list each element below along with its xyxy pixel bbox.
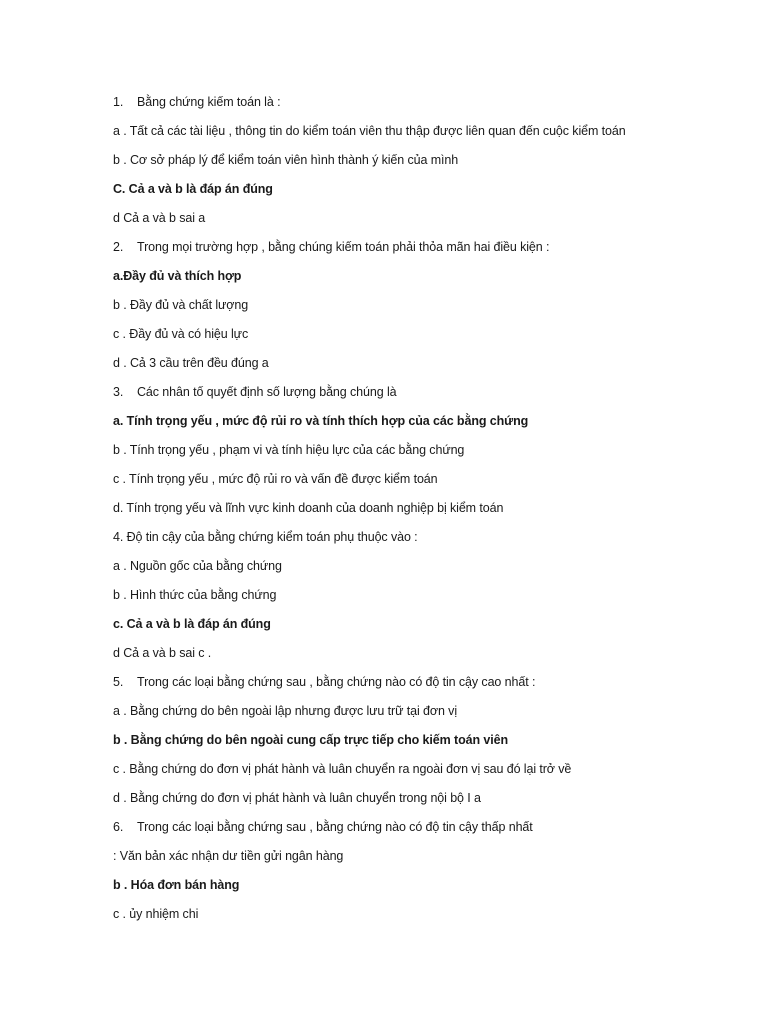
question-number: 5. (113, 675, 124, 689)
answer-3d: d. Tính trọng yếu và lĩnh vực kinh doanh của doanh nghiệp bị kiểm toán (113, 501, 504, 515)
answer-2c: c . Đầy đủ và có hiệu lực (113, 327, 249, 341)
question-text: Bằng chứng kiếm toán là : (137, 95, 281, 109)
answer-6b-correct: b . Hóa đơn bán hàng (113, 878, 240, 892)
answer-3c: c . Tính trọng yếu , mức độ rủi ro và vấn đề được kiểm toán (113, 472, 438, 486)
question-2 (113, 239, 549, 255)
question-number: 6. (113, 820, 124, 834)
answer-1a: a . Tất cả các tài liệu , thông tin do kiểm toán viên thu thập được liên quan đến cuộc kiểm toán (113, 124, 626, 138)
question-text: Các nhân tố quyết định số lượng bằng chúng là (137, 385, 397, 399)
answer-4d: d Cả a và b sai c . (113, 646, 212, 660)
question-text: Trong các loại bằng chứng sau , bằng chứng nào có độ tin cậy cao nhất : (137, 675, 536, 689)
answer-5d: d . Bằng chứng do đơn vị phát hành và luân chuyển trong nội bộ I a (113, 791, 481, 805)
question-text: Trong các loại bằng chứng sau , bằng chứng nào có độ tin cậy thấp nhất (137, 820, 533, 834)
answer-4c-correct: c. Cả a và b là đáp án đúng (113, 617, 271, 631)
answer-2a-correct: a.Đầy đủ và thích hợp (113, 269, 242, 283)
question-number: 3. (113, 385, 124, 399)
answer-2b: b . Đầy đủ và chất lượng (113, 298, 249, 312)
question-text: Trong mọi trường hợp , bằng chúng kiếm toán phải thỏa mãn hai điều kiện : (137, 240, 550, 254)
answer-5a: a . Bằng chứng do bên ngoài lập nhưng được lưu trữ tại đơn vị (113, 704, 458, 718)
question-5 (113, 674, 535, 690)
question-4: 4. Độ tin cậy của bằng chứng kiểm toán phụ thuộc vào : (113, 530, 418, 544)
answer-1c-correct: C. Cả a và b là đáp án đúng (113, 182, 273, 196)
answer-4a: a . Nguồn gốc của bằng chứng (113, 559, 282, 573)
question-6 (113, 819, 533, 835)
question-1 (113, 94, 280, 110)
answer-4b: b . Hình thức của bằng chứng (113, 588, 277, 602)
answer-1b: b . Cơ sở pháp lý để kiểm toán viên hình thành ý kiến của mình (113, 153, 459, 167)
answer-3b: b . Tính trọng yếu , phạm vi và tính hiệu lực của các bằng chứng (113, 443, 465, 457)
answer-5b-correct: b . Bằng chứng do bên ngoài cung cấp trực tiếp cho kiếm toán viên (113, 733, 508, 747)
question-number: 2. (113, 240, 124, 254)
answer-1d: d Cả a và b sai a (113, 211, 206, 225)
question-3 (113, 384, 396, 400)
question-number: 1. (113, 95, 124, 109)
answer-3a-correct: a. Tính trọng yếu , mức độ rủi ro và tính thích hợp của các bằng chứng (113, 414, 529, 428)
answer-2d: d . Cả 3 cầu trên đều đúng a (113, 356, 269, 370)
answer-6a: : Văn bản xác nhận dư tiền gửi ngân hàng (113, 849, 344, 863)
answer-5c: c . Bằng chứng do đơn vị phát hành và luân chuyển ra ngoài đơn vị sau đó lại trở về (113, 762, 572, 776)
answer-6c: c . ủy nhiệm chi (113, 907, 199, 921)
